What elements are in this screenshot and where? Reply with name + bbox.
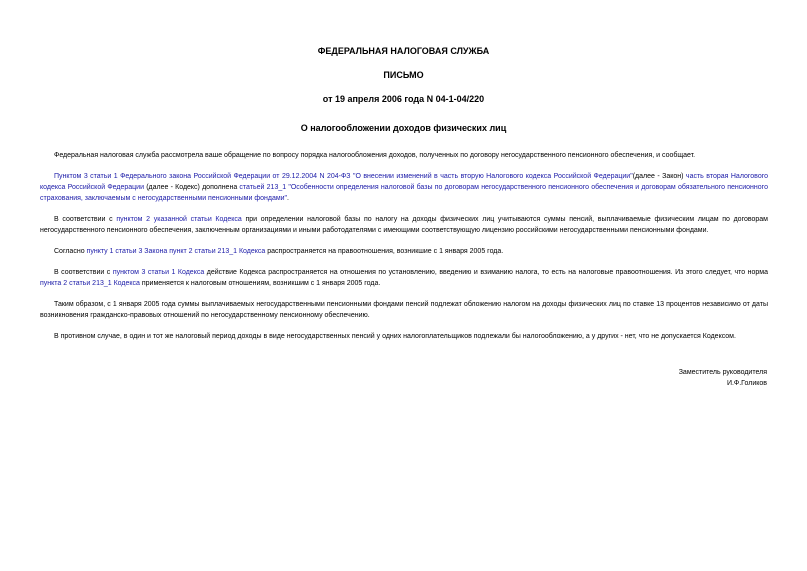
- signatory-position: Заместитель руководителя: [678, 369, 767, 376]
- link-law-204fz[interactable]: Пунктом 3 статьи 1 Федерального закона Российской Федерации от 29.12.2004 N 204-ФЗ "О внесении изменений в часть вторую Налогового кодекса Российской Федерации": [54, 173, 633, 180]
- agency-heading: ФЕДЕРАЛЬНАЯ НАЛОГОВАЯ СЛУЖБА: [317, 46, 490, 56]
- paragraph-4: [40, 246, 768, 257]
- paragraph-5-text-1: В соответствии с: [54, 269, 113, 276]
- link-code-article-213-1-point-2-b[interactable]: пункта 2 статьи 213_1 Кодекса: [40, 280, 140, 287]
- link-tax-code-part-two[interactable]: часть вторая Налогового кодекса Российской Федерации: [40, 173, 768, 191]
- link-article-213-1[interactable]: статьей 213_1 "Особенности определения налоговой базы по договорам негосударственного пенсионного обеспечения и договорам обязательного пенсионного страхования, заключаемым с негосударственными пенсионными фондами": [40, 184, 768, 202]
- paragraph-5: [40, 267, 768, 289]
- document-date-number: от 19 апреля 2006 года N 04-1-04/220: [322, 94, 485, 104]
- paragraph-3-text-1: В соответствии с: [54, 216, 117, 223]
- paragraph-4-text-3: распространяется на правоотношения, возникшие с 1 января 2005 года.: [265, 248, 504, 255]
- link-code-article-1-point-3[interactable]: пунктом 3 статьи 1 Кодекса: [112, 269, 205, 276]
- paragraph-6: Таким образом, с 1 января 2005 года суммы выплачиваемых негосударственными пенсионными фондами пенсий подлежат обложению налогом на доходы физических лиц по ставке 13 процентов независимо от даты возникновения гражданско-правовых отношений по негосударственному пенсионному обеспечению.: [40, 301, 768, 319]
- paragraph-2-text-3: .: [287, 195, 289, 202]
- document-title: О налогообложении доходов физических лиц: [300, 123, 507, 133]
- paragraph-7: В противном случае, в один и тот же налоговый период доходы в виде негосударственных пенсий у одних налогоплательщиков подлежали бы налогообложению, а у других - нет, что не допускается Кодексом.: [54, 333, 736, 340]
- paragraph-5-text-2: действие Кодекса распространяется на отношения по установлению, введению и взиманию налога, то есть на налоговые правоотношения. Из этого следует, что норма: [204, 269, 769, 276]
- signature-block: [679, 367, 767, 389]
- paragraph-5-text-3: применяется к налоговым отношениям, возникшим с 1 января 2005 года.: [139, 280, 381, 287]
- paragraph-1: Федеральная налоговая служба рассмотрела ваше обращение по вопросу порядка налогообложения доходов, полученных по договору негосударственного пенсионного обеспечения, и сообщает.: [54, 152, 696, 159]
- document-body: [40, 150, 768, 352]
- link-code-article-point-2[interactable]: пунктом 2 указанной статьи Кодекса: [116, 216, 242, 223]
- link-law-article-3-point-1[interactable]: пункту 1 статьи 3 Закона: [86, 248, 168, 255]
- paragraph-4-text-1: Согласно: [54, 248, 87, 255]
- paragraph-3: [40, 214, 768, 236]
- link-code-article-213-1-point-2[interactable]: пункт 2 статьи 213_1 Кодекса: [169, 248, 266, 255]
- paragraph-2: [40, 171, 768, 204]
- paragraph-2-text-2: (далее - Кодекс) дополнена: [143, 184, 240, 191]
- document-type-heading: ПИСЬМО: [383, 70, 424, 80]
- paragraph-2-text-1: (далее - Закон): [632, 173, 686, 180]
- paragraph-3-text-2: при определении налоговой базы по налогу на доходы физических лиц учитываются суммы пенсий, выплачиваемые физическим лицам по договорам негосударственного пенсионного обеспечения, заключенным организациями и иными работодателями с имеющими соответствующую лицензию российскими негосударственными пенсионными фондами.: [40, 216, 768, 234]
- signatory-name: И.Ф.Голиков: [726, 380, 767, 387]
